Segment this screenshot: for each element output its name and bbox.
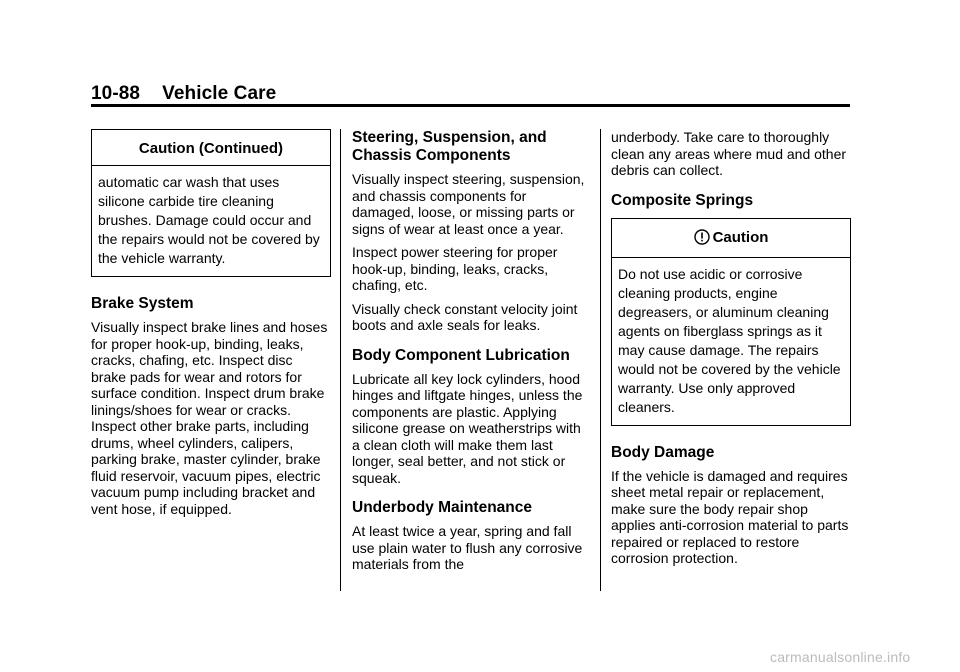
column-1 (91, 129, 331, 524)
section-title: Vehicle Care (162, 83, 277, 104)
caution-title: Caution (Continued) (92, 130, 330, 166)
underbody-continued-text: underbody. Take care to thoroughly clean any areas where mud and other debris can collect. (611, 129, 847, 178)
lubrication-heading: Body Component Lubrication (352, 346, 570, 364)
caution-text: automatic car wash that uses silicone carbide tire cleaning brushes. Damage could occur and the repairs would not be covered by the vehicle warranty. (98, 174, 320, 266)
steering-paragraph-3: Visually check constant velocity joint boots and axle seals for leaks. (352, 300, 578, 333)
steering-paragraph-1: Visually inspect steering, suspension, and chassis components for damaged, loose, or missing parts or signs of wear at least once a year. (352, 171, 585, 237)
column-2 (352, 129, 592, 580)
underbody-text: At least twice a year, spring and fall use plain water to flush any corrosive materials from the (352, 523, 583, 572)
brake-system-heading: Brake System (91, 295, 194, 312)
caution-box (611, 218, 851, 426)
page-number: 10-88 (91, 83, 141, 104)
column-divider (600, 129, 601, 591)
caution-title: Caution (712, 228, 769, 246)
warning-icon (694, 229, 710, 249)
steering-paragraph-2: Inspect power steering for proper hook-up, binding, leaks, cracks, chafing, etc. (352, 244, 558, 293)
page-header (91, 83, 276, 105)
caution-header (612, 219, 850, 258)
lubrication-text: Lubricate all key lock cylinders, hood hinges and liftgate hinges, unless the components are plastic. Applying silicone grease on weatherstrips with a clean cloth will make them last longer, seal better, and not stick or squeak. (352, 370, 583, 486)
steering-heading: Steering, Suspension, and Chassis Components (352, 129, 547, 164)
caution-box-continued (91, 129, 331, 277)
watermark: carmanualsonline.info (770, 649, 911, 665)
composite-springs-heading: Composite Springs (611, 191, 754, 209)
body-damage-text: If the vehicle is damaged and requires sheet metal repair or replacement, make sure the body repair shop applies anti-corrosion material to parts repaired or replaced to restore corrosion protection. (611, 467, 849, 566)
underbody-heading: Underbody Maintenance (352, 499, 532, 516)
header-rule (91, 104, 850, 107)
column-3 (611, 129, 851, 574)
brake-system-text: Visually inspect brake lines and hoses for proper hook-up, binding, leaks, cracks, chafing, etc. Inspect disc brake pads for wear and rotors for surface condition. Inspect drum brake linings/shoes for wear or cracks. Inspect other brake parts, including drums, wheel cylinders, calipers, parking brake, master cylinder, brake fluid reservoir, vacuum pipes, electric vacuum pump including bracket and vent hose, if equipped. (91, 319, 328, 517)
caution-text: Do not use acidic or corrosive cleaning products, engine degreasers, or aluminum cleaning agents on fiberglass springs as it may cause damage. The repairs would not be covered by the vehicle warranty. Use only approved cleaners. (618, 265, 841, 415)
column-divider (340, 129, 341, 591)
body-damage-heading: Body Damage (611, 443, 715, 461)
